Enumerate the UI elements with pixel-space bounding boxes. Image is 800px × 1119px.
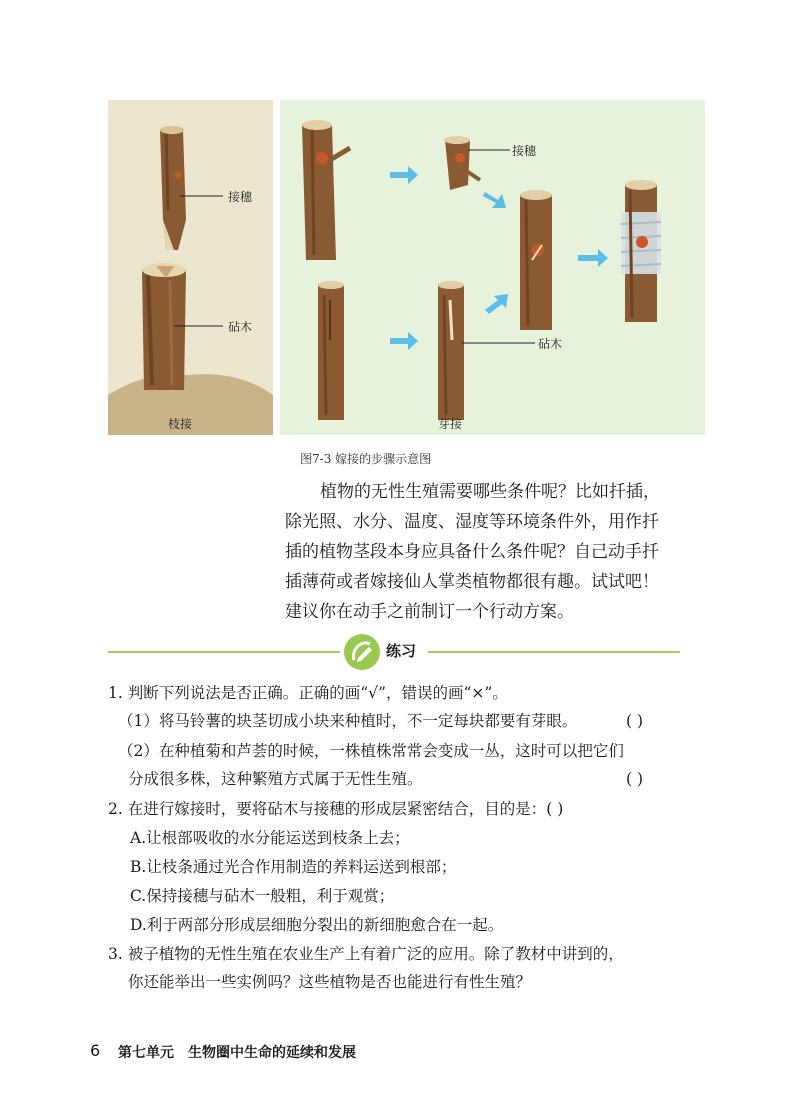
figure-panel-bud-grafting — [280, 100, 705, 435]
footer-title: 生物圈中生命的延续和发展 — [188, 1045, 356, 1061]
stock-cut-bottom — [318, 281, 344, 420]
q2-option-d: D.利于两部分形成层细胞分裂出的新细胞愈合在一起。 — [130, 916, 504, 934]
stock-with-inserted-bud — [520, 190, 552, 330]
q3-line-2: 你还能举出一些实例吗？这些植物是否也能进行有性生殖？ — [128, 973, 532, 991]
q1-item-2-answer-blank: ( ) — [626, 770, 644, 788]
paragraph-line-2: 除光照、水分、温度、湿度等环境条件外，用作扦 — [285, 512, 659, 532]
scion-label-right: 接穗 — [512, 144, 537, 158]
q1-item-2-line-1: （2）在种植菊和芦荟的时候，一株植株常常会变成一丛，这时可以把它们 — [118, 742, 624, 760]
arrow-2 — [483, 192, 506, 208]
right-panel-label: 芽接 — [438, 417, 463, 431]
cut-bud-piece — [444, 136, 480, 190]
bud-grafting-illustration — [280, 100, 705, 435]
arrow-4 — [485, 294, 508, 314]
stock-opened-bottom — [438, 281, 464, 420]
paragraph-line-3: 插的植物茎段本身应具备什么条件呢？自己动手扦 — [285, 542, 659, 562]
exercise-title: 练习 — [386, 642, 417, 660]
q2-option-b: B.让枝条通过光合作用制造的养料运送到根部； — [130, 858, 457, 876]
exercise-rule-left — [108, 651, 340, 653]
q1-stem: 1. 判断下列说法是否正确。正确的画“√”，错误的画“×”。 — [108, 684, 508, 702]
figure-panel-branch-grafting — [108, 100, 273, 435]
q3-line-1: 3. 被子植物的无性生殖在农业生产上有着广泛的应用。除了教材中讲到的， — [108, 945, 624, 963]
paragraph-line-5: 建议你在动手之前制订一个行动方案。 — [285, 602, 574, 622]
q2-option-a: A.让根部吸收的水分能运送到枝条上去； — [130, 829, 410, 847]
paragraph-line-4: 插薄荷或者嫁接仙人掌类植物都很有趣。试试吧！ — [285, 572, 659, 592]
q1-item-1-answer-blank: ( ) — [626, 712, 644, 730]
q1-item-1: （1）将马铃薯的块茎切成小块来种植时，不一定每块都要有芽眼。 — [118, 712, 578, 730]
figure-caption: 图7-3 嫁接的步骤示意图 — [300, 452, 432, 466]
q2-stem: 2. 在进行嫁接时，要将砧木与接穗的形成层紧密结合，目的是：( ) — [108, 800, 564, 818]
arrow-5 — [578, 249, 608, 267]
pencil-icon — [344, 634, 380, 670]
arrow-3 — [390, 332, 418, 350]
wrapped-graft — [621, 180, 661, 322]
scion-left — [160, 126, 186, 250]
branch-with-bud — [302, 120, 350, 260]
footer-unit: 第七单元 — [118, 1045, 174, 1061]
stock-label-right: 砧木 — [538, 337, 563, 351]
scion-label-left: 接穗 — [228, 190, 253, 204]
page-number: 6 — [90, 1041, 101, 1060]
stock-label-left: 砧木 — [228, 320, 253, 334]
q2-option-c: C.保持接穗与砧木一般粗，利于观赏； — [130, 887, 395, 905]
exercise-rule-right — [428, 651, 680, 653]
arrow-1 — [390, 166, 418, 184]
paragraph-line-1: 植物的无性生殖需要哪些条件呢？比如扦插， — [320, 482, 660, 502]
left-panel-label: 枝接 — [168, 417, 193, 431]
branch-grafting-illustration — [108, 100, 273, 435]
q1-item-2-line-2: 分成很多株，这种繁殖方式属于无性生殖。 — [128, 770, 423, 788]
